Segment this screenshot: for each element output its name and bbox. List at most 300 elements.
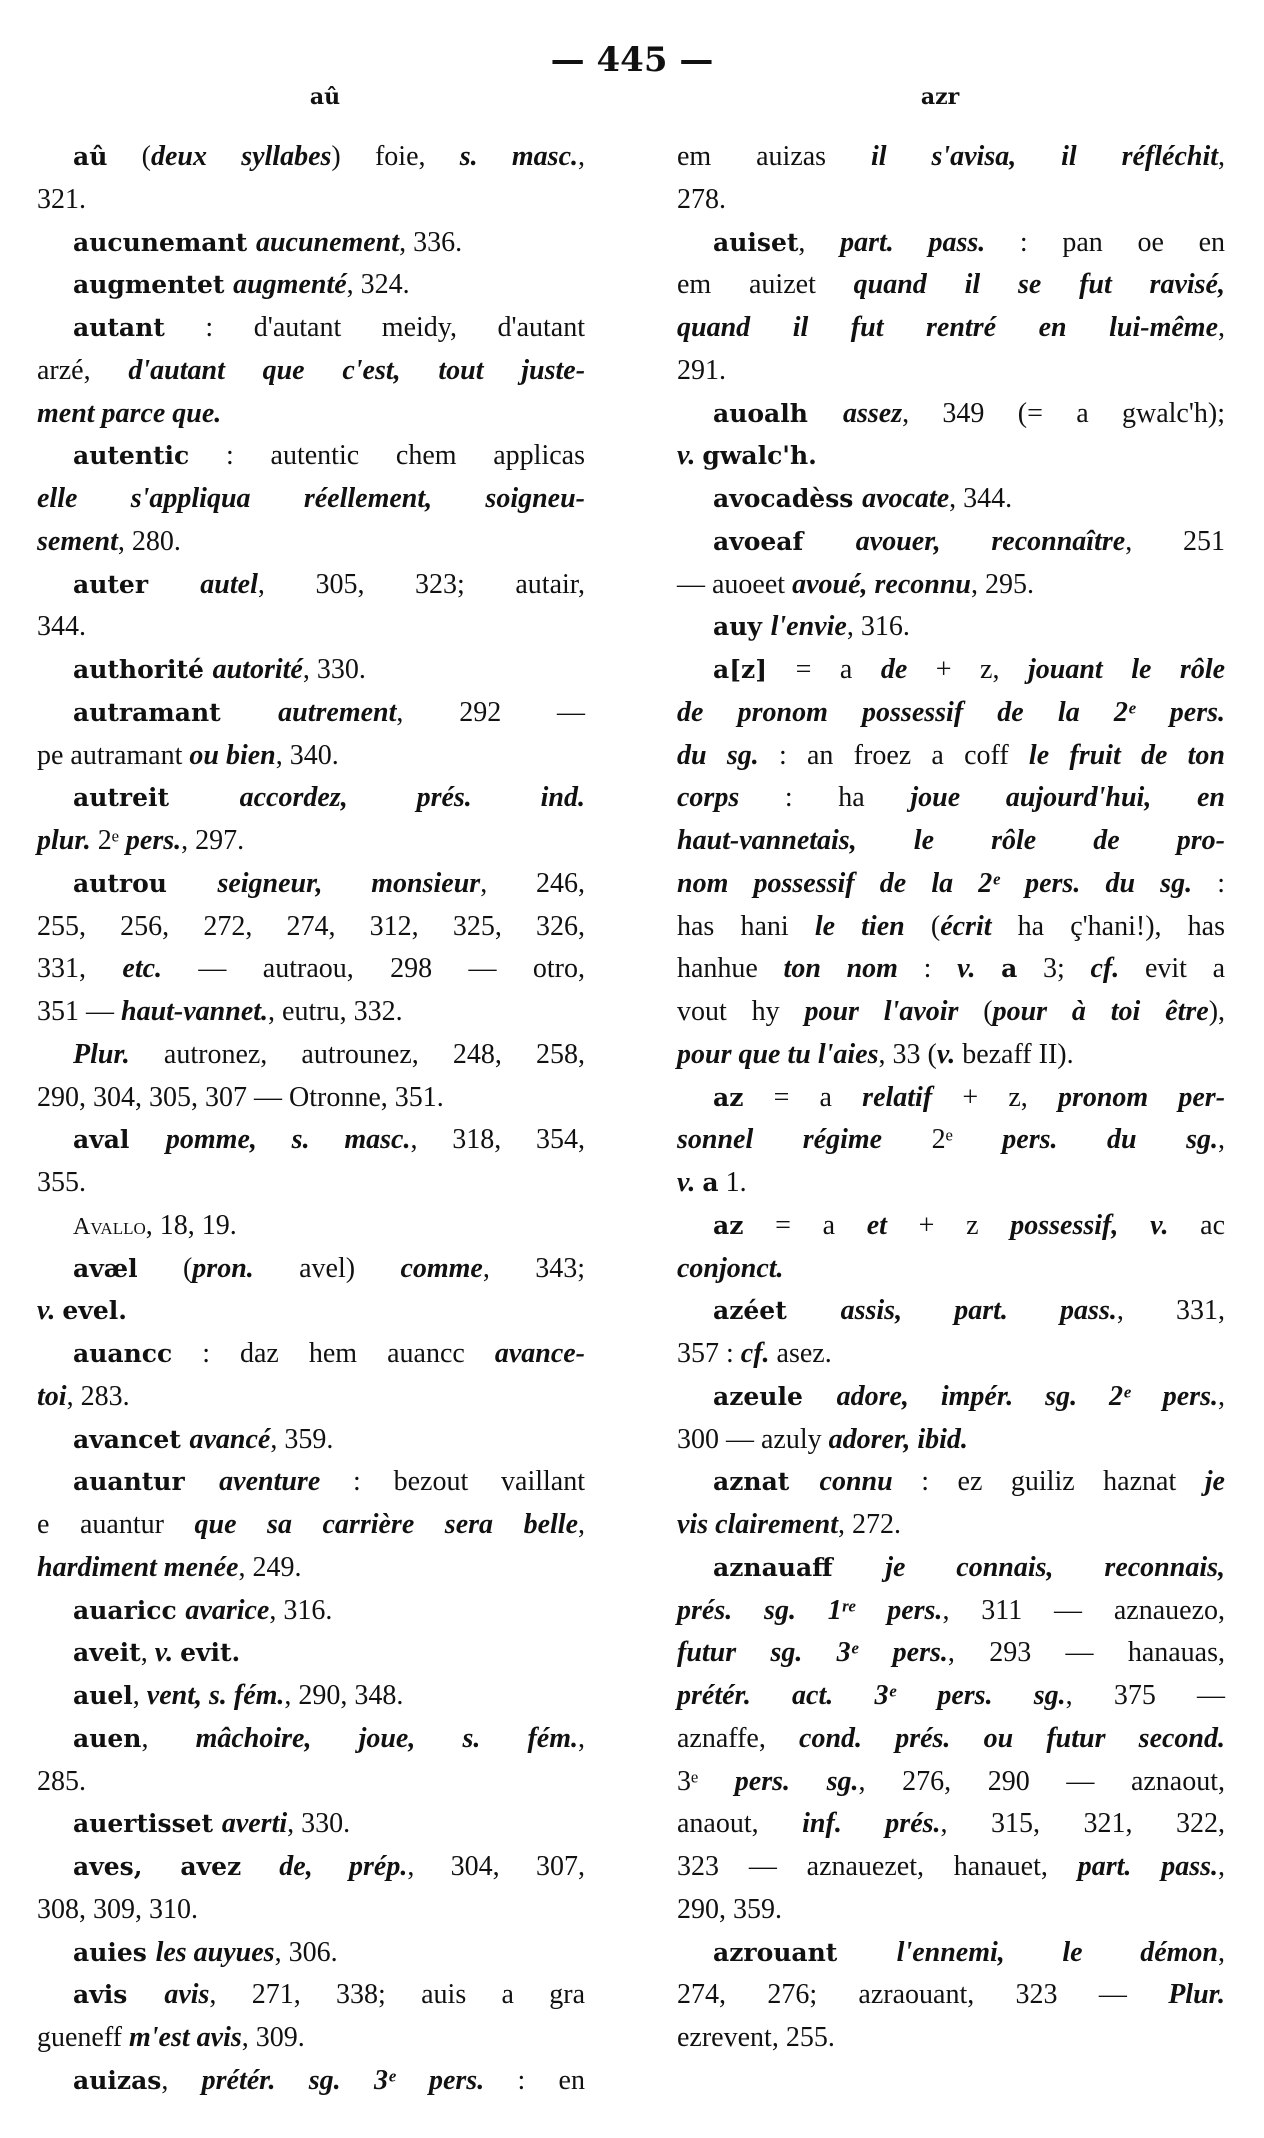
text: , 293 — hanauas, [947, 1637, 1225, 1669]
italic-gloss: part. pass. [840, 226, 986, 258]
text-line [677, 1632, 1225, 1674]
italic-gloss: le tien [814, 910, 905, 942]
text: , 331, [1116, 1295, 1225, 1327]
text-line [677, 478, 1225, 520]
text: : pan oe en [985, 226, 1226, 258]
italic-gloss: adore, impér. sg. 2ᵉ pers. [836, 1380, 1218, 1412]
text-line [677, 1205, 1225, 1247]
italic-gloss: accordez, prés. ind. [239, 782, 586, 814]
text-line [37, 1034, 585, 1076]
text: hanhue [677, 953, 784, 985]
text-line [677, 1803, 1225, 1845]
text: ac [1168, 1209, 1226, 1241]
text: , [578, 141, 585, 172]
headword: autant [73, 313, 165, 342]
headword: avancet [73, 1424, 190, 1454]
headword: a [702, 1168, 719, 1197]
text: : daz hem auancc [172, 1338, 495, 1369]
italic-gloss: comme [400, 1252, 483, 1284]
headword: auizas [73, 2065, 162, 2095]
headword: azéet [713, 1296, 841, 1326]
text-line [677, 1718, 1225, 1760]
text-line [677, 1034, 1225, 1076]
text: , 297. [181, 825, 245, 856]
text: anaout, [677, 1808, 803, 1840]
text: 291. [677, 354, 726, 386]
italic-gloss: sonnel régime [677, 1124, 883, 1156]
text: , 344. [949, 483, 1013, 514]
text: , 359. [270, 1423, 334, 1455]
text: ha ç'hani!), has [991, 910, 1225, 942]
italic-gloss: futur sg. 3ᵉ pers. [677, 1637, 948, 1669]
text: , [1218, 1851, 1225, 1882]
text-line [677, 1590, 1225, 1632]
italic-gloss: aventure [219, 1466, 321, 1498]
text: 331, [37, 953, 123, 985]
text: — autraou, 298 — otro, [162, 953, 586, 985]
text: vout hy [677, 996, 805, 1027]
small-caps-text: Avallo [73, 1213, 146, 1240]
text: has hani [677, 910, 815, 942]
italic-gloss: v. [936, 1038, 956, 1070]
text: , 309. [241, 2022, 305, 2053]
text: 278. [677, 183, 726, 215]
text: , 283. [66, 1380, 130, 1412]
text: 2ᵉ [882, 1124, 1003, 1156]
text: ezrevent, 255. [677, 2022, 835, 2053]
text-line [677, 1974, 1225, 2016]
text: : en [484, 2064, 585, 2096]
headword: evel. [62, 1296, 127, 1326]
italic-gloss: Plur. [1168, 1979, 1225, 2011]
text-line [37, 906, 585, 948]
text-line [37, 2017, 585, 2059]
italic-gloss: sement [37, 525, 118, 557]
italic-gloss: conjonct. [677, 1252, 784, 1284]
italic-gloss: ton nom [783, 953, 898, 985]
italic-gloss: autorité [212, 654, 303, 685]
italic-gloss: pers. [125, 825, 182, 856]
text-line [37, 1333, 585, 1375]
text: , [161, 2064, 202, 2096]
text-line [677, 606, 1225, 648]
italic-gloss: connu [819, 1466, 893, 1498]
text: , 276, 290 — aznaout, [858, 1765, 1226, 1797]
italic-gloss: et [866, 1209, 887, 1241]
italic-gloss: assis, part. pass. [840, 1295, 1117, 1327]
text-line [677, 735, 1225, 777]
text-line [677, 307, 1225, 349]
italic-gloss: pers. du sg. [1002, 1124, 1218, 1156]
text: 344. [37, 611, 86, 643]
italic-gloss: pour à toi être [992, 996, 1209, 1027]
text: em auizet [677, 269, 854, 301]
text-line [677, 863, 1225, 905]
text: : an froez a coff [758, 739, 1029, 771]
text-line [677, 564, 1225, 606]
text: , 251 [1125, 525, 1226, 557]
text: : autentic chem applicas [189, 440, 585, 472]
text: gueneff [37, 2022, 129, 2053]
text-line [37, 1504, 585, 1546]
headword: auancc [73, 1339, 173, 1368]
text: , 324. [346, 269, 410, 301]
text: , 336. [399, 226, 463, 258]
text: + z [886, 1209, 1011, 1241]
headword: a [1001, 954, 1018, 984]
text: , 340. [275, 739, 339, 771]
headword: aû [73, 142, 108, 171]
headword: az [713, 1082, 744, 1112]
text: 357 : [677, 1338, 741, 1369]
page-number: — 445 — [550, 40, 714, 80]
text-line [37, 991, 585, 1033]
text-line [677, 136, 1225, 178]
text: : d'autant meidy, d'autant [164, 312, 585, 343]
text: ( [107, 141, 151, 172]
text: pe autramant [37, 739, 190, 771]
italic-gloss: corps [677, 782, 740, 814]
headword: auoalh [713, 398, 843, 428]
italic-gloss: cond. prés. ou futur second. [799, 1722, 1225, 1754]
text: 290, 304, 305, 307 — Otronne, 351. [37, 1081, 444, 1113]
text-line [37, 1803, 585, 1845]
italic-gloss: je connais, reconnais, [885, 1551, 1225, 1583]
text-line [37, 777, 585, 819]
text-line [677, 1290, 1225, 1332]
text: = a [767, 654, 881, 685]
text-line [37, 136, 585, 178]
italic-gloss: jouant le rôle [1028, 654, 1226, 685]
text: 3; [1017, 953, 1091, 985]
text: , [1218, 141, 1226, 172]
text: = a [743, 1209, 867, 1241]
italic-gloss: de [880, 654, 908, 685]
text: ( [958, 996, 993, 1027]
text: 1. [718, 1167, 747, 1198]
text-line [677, 1932, 1225, 1974]
headword: autramant [73, 697, 279, 727]
text: , [578, 1722, 585, 1754]
text: aznaffe, [677, 1722, 800, 1754]
text: , 343; [482, 1252, 585, 1284]
italic-gloss: etc. [122, 953, 163, 985]
text-line [677, 991, 1225, 1033]
italic-gloss: avance- [494, 1338, 585, 1369]
italic-gloss: je [1204, 1466, 1225, 1498]
italic-gloss: pron. [192, 1252, 254, 1284]
text-line [677, 1504, 1225, 1546]
italic-gloss: hardiment menée [37, 1551, 239, 1583]
text: 290, 359. [677, 1893, 782, 1925]
text: em auizas [677, 141, 871, 172]
text: , [140, 1637, 155, 1669]
italic-gloss: v. [957, 953, 1002, 985]
italic-gloss: aucunement [255, 226, 400, 258]
text: 3ᵉ [677, 1765, 735, 1797]
headword: autentic [73, 441, 190, 471]
headword: avis [73, 1980, 165, 2010]
text: , 330. [287, 1808, 351, 1840]
text-line [37, 1205, 585, 1247]
headword: auy [713, 612, 771, 642]
text: , 304, 307, [407, 1851, 585, 1882]
text-line [677, 1162, 1225, 1204]
italic-gloss: quand il se fut ravisé, [853, 269, 1225, 301]
headword: auel [73, 1681, 133, 1710]
text: e auantur [37, 1509, 195, 1540]
italic-gloss: pronom per- [1057, 1081, 1226, 1113]
text: 255, 256, 272, 274, 312, 325, 326, [37, 910, 585, 942]
text: 355. [37, 1167, 86, 1198]
text: , [798, 226, 841, 258]
text: , 33 ( [878, 1038, 937, 1070]
italic-gloss: prés. sg. 1ʳᵉ pers. [677, 1594, 943, 1626]
text-line [37, 179, 585, 221]
text: , [1217, 1380, 1225, 1412]
text: , [141, 1722, 196, 1754]
text: , [1218, 1124, 1225, 1156]
text: , 18, 19. [145, 1209, 237, 1241]
headword: augmentet [73, 270, 234, 300]
text: , [578, 1509, 585, 1540]
text-line [677, 777, 1225, 819]
text: , 316. [846, 611, 910, 643]
text-line [37, 1761, 585, 1803]
text-line [37, 1889, 585, 1931]
text: ( [137, 1252, 193, 1284]
text: : [897, 953, 958, 985]
text-line [37, 1376, 585, 1418]
text-line [37, 735, 585, 777]
headword: authorité [73, 655, 213, 684]
text: , 315, 321, 322, [940, 1808, 1226, 1840]
text: + z, [907, 654, 1028, 685]
text-line [37, 393, 585, 435]
italic-gloss: l'ennemi, le démon [896, 1936, 1219, 1968]
italic-gloss: seigneur, monsieur [217, 867, 481, 899]
italic-gloss: pers. sg. [734, 1765, 859, 1797]
text-line [37, 820, 585, 862]
text: avel) [253, 1252, 401, 1284]
italic-gloss: nom possessif de la 2ᵉ pers. du sg. [677, 867, 1193, 899]
text-line [37, 1675, 585, 1717]
text: ), [1208, 996, 1226, 1027]
text-line [37, 564, 585, 606]
italic-gloss: de, prép. [279, 1851, 408, 1882]
text-line [37, 264, 585, 306]
italic-gloss: augmenté [233, 269, 347, 301]
headword: auiset [713, 227, 799, 257]
text-line [37, 521, 585, 563]
text: ) foie, [331, 141, 460, 172]
text: + z, [932, 1081, 1058, 1113]
text-line [677, 1119, 1225, 1161]
text-line [677, 1248, 1225, 1290]
headword: azrouant [713, 1937, 897, 1967]
text: , 311 — aznauezo, [942, 1594, 1225, 1626]
italic-gloss: cf. [740, 1338, 770, 1369]
text-line [677, 179, 1225, 221]
text-line [37, 863, 585, 905]
text-line [37, 1718, 585, 1760]
text-line [677, 1846, 1225, 1888]
headword: azeule [713, 1381, 837, 1411]
text-line [677, 1077, 1225, 1119]
headword: auen [73, 1723, 142, 1753]
text: autronez, autrounez, 248, 258, [129, 1038, 585, 1070]
text-line [677, 1461, 1225, 1503]
italic-gloss: Plur. [73, 1038, 130, 1070]
text-line [677, 2017, 1225, 2059]
text-line [37, 606, 585, 648]
italic-gloss: v. [154, 1637, 181, 1669]
text-line [37, 948, 585, 990]
text-line [37, 307, 585, 349]
text: , 246, [480, 867, 585, 899]
text: , [132, 1680, 147, 1711]
text-line [677, 1333, 1225, 1375]
headword: aval [73, 1125, 166, 1155]
italic-gloss: part. pass. [1077, 1851, 1218, 1882]
text: , 249. [238, 1551, 302, 1583]
text: : [1192, 867, 1225, 899]
italic-gloss: plur. [37, 825, 91, 856]
italic-gloss: les auyues [155, 1936, 275, 1968]
text: bezaff II). [955, 1038, 1074, 1070]
left-running-head: aû [309, 84, 341, 110]
text: , 349 (= a gwalc'h); [902, 397, 1225, 429]
text-line [37, 1248, 585, 1290]
text-line [37, 692, 585, 734]
italic-gloss: v. [677, 1167, 703, 1198]
italic-gloss: pour l'avoir [804, 996, 959, 1027]
text-line [37, 1419, 585, 1461]
text: : ha [739, 782, 911, 814]
right-running-head: azr [920, 84, 960, 110]
text-line [677, 1761, 1225, 1803]
text: 300 — azuly [677, 1423, 829, 1455]
text-line [677, 1889, 1225, 1931]
headword: aves, avez [73, 1852, 280, 1881]
italic-gloss: pomme, s. masc. [165, 1124, 411, 1156]
text-line [37, 1632, 585, 1674]
italic-gloss: joue aujourd'hui, en [910, 782, 1225, 814]
text-line [677, 521, 1225, 563]
text: 308, 309, 310. [37, 1893, 198, 1925]
headword: evit. [180, 1638, 241, 1668]
text-line [37, 1077, 585, 1119]
text-line [677, 906, 1225, 948]
headword: gwalc'h. [702, 441, 817, 471]
text-line [37, 350, 585, 392]
italic-gloss: avancé [189, 1423, 271, 1455]
italic-gloss: toi [37, 1380, 67, 1412]
italic-gloss: haut-vannetais, le rôle de pro- [677, 825, 1225, 856]
text: = a [743, 1081, 863, 1113]
text: arzé, [37, 354, 129, 386]
text: 323 — aznauezet, hanauet, [677, 1851, 1078, 1882]
text-line [677, 649, 1225, 691]
text: , 305, 323; autair, [257, 568, 585, 600]
headword: aveit [73, 1638, 141, 1668]
italic-gloss: autel [200, 568, 258, 600]
text: , [1218, 312, 1225, 343]
text: , 280. [117, 525, 181, 557]
italic-gloss: ment parce que. [37, 397, 222, 429]
text-line [677, 435, 1225, 477]
italic-gloss: cf. [1090, 953, 1120, 985]
italic-gloss: averti [221, 1808, 288, 1840]
text: , 290, 348. [284, 1680, 404, 1711]
italic-gloss: assez [842, 397, 903, 429]
italic-gloss: haut-vannet. [121, 996, 269, 1027]
headword: autreit [73, 783, 240, 813]
headword: auantur [73, 1467, 220, 1497]
text-line [37, 1461, 585, 1503]
text: , 375 — [1065, 1680, 1226, 1711]
text-line [677, 1675, 1225, 1717]
italic-gloss: pour que tu l'aies [677, 1038, 879, 1070]
italic-gloss: l'envie [770, 611, 847, 643]
headword: avæl [73, 1253, 138, 1283]
italic-gloss: autrement [278, 696, 397, 728]
headword: auter [73, 569, 201, 599]
text-line [37, 1162, 585, 1204]
text: asez. [769, 1338, 832, 1369]
headword: auertisset [73, 1809, 222, 1839]
headword: avocadèss [713, 484, 863, 513]
italic-gloss: du sg. [677, 739, 759, 771]
text-line [37, 2060, 585, 2102]
italic-gloss: avocate [862, 483, 950, 514]
text: , 306. [274, 1936, 338, 1968]
text-line [677, 820, 1225, 862]
headword: auies [73, 1937, 156, 1967]
text: , 292 — [396, 696, 585, 728]
headword: avoeaf [713, 526, 856, 556]
text: — auoeet [677, 568, 793, 600]
italic-gloss: possessif, v. [1010, 1209, 1169, 1241]
italic-gloss: avouer, reconnaître [855, 525, 1126, 557]
italic-gloss: deux syllabes [150, 141, 332, 172]
text-line [677, 1419, 1225, 1461]
text: 351 — [37, 996, 121, 1027]
italic-gloss: prétér. sg. 3ᵉ pers. [201, 2064, 485, 2096]
italic-gloss: il s'avisa, il réfléchit [870, 141, 1219, 172]
text: , 330. [302, 654, 366, 685]
italic-gloss: m'est avis [129, 2022, 242, 2053]
italic-gloss: écrit [940, 910, 992, 942]
text-line [677, 1376, 1225, 1418]
text-line [677, 222, 1225, 264]
italic-gloss: avis [164, 1979, 210, 2011]
text-line [37, 1290, 585, 1332]
text: , eutru, 332. [268, 996, 403, 1027]
text: 2ᵉ [90, 825, 126, 856]
italic-gloss: le fruit de ton [1028, 739, 1226, 771]
italic-gloss: ou bien [189, 739, 276, 771]
text: 285. [37, 1765, 86, 1797]
text-line [37, 1590, 585, 1632]
italic-gloss: v. [677, 440, 703, 472]
text-line [677, 350, 1225, 392]
text: , 295. [970, 568, 1034, 600]
text-line [37, 1974, 585, 2016]
text-line [37, 478, 585, 520]
text: 321. [37, 183, 86, 215]
text: 274, 276; azraouant, 323 — [677, 1979, 1169, 2011]
